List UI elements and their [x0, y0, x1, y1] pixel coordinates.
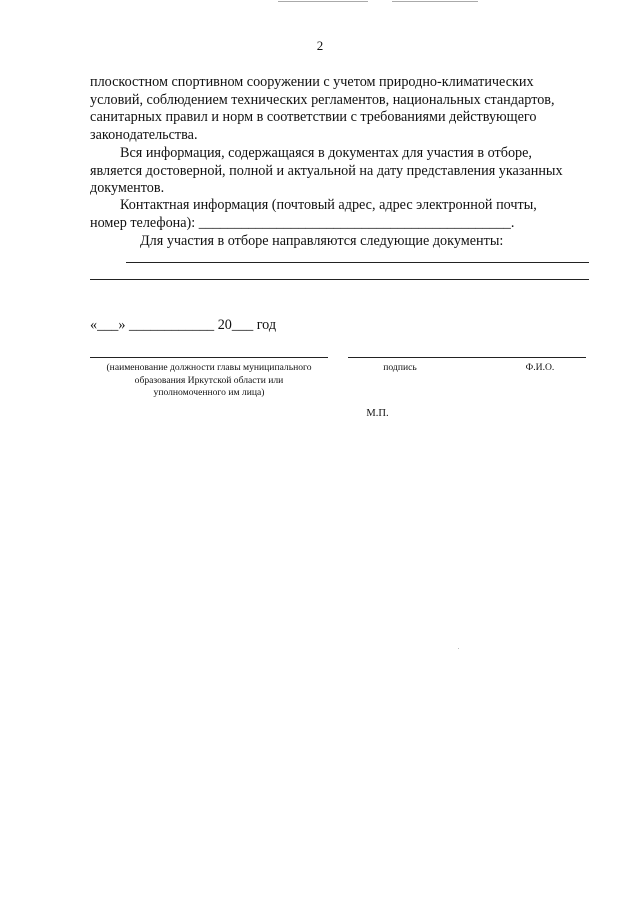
documents-heading: Для участия в отборе направляются следующие документы:	[140, 233, 504, 249]
paragraph-line: законодательства.	[90, 126, 198, 143]
scan-mark-top-2	[392, 1, 478, 2]
stamp-label: М.П.	[366, 408, 389, 419]
paragraph-accuracy	[90, 145, 598, 198]
paragraph-line: Вся информация, содержащаяся в документах для участия в отборе,	[120, 145, 532, 161]
paragraph-line: санитарных правил и норм в соответствии с требованиями действующего	[90, 109, 537, 126]
contact-line-2: номер телефона): ____________________________________________.	[90, 214, 515, 231]
paragraph-contact	[90, 197, 598, 232]
documents-fill-line-2	[90, 279, 589, 280]
page-number: 2	[316, 38, 324, 53]
date-line: «___» ____________ 20___ год	[90, 317, 277, 333]
paragraph-line: условий, соблюдением технических регламентов, национальных стандартов,	[90, 91, 555, 108]
sign-caption: подпись	[383, 362, 417, 373]
contact-line-1: Контактная информация (почтовый адрес, адрес электронной почты,	[120, 197, 537, 213]
documents-fill-line-1	[126, 262, 589, 263]
paragraph-continuation	[90, 74, 598, 144]
position-caption: (наименование должности главы муниципального образования Иркутской области или уполномоченного им лица)	[106, 362, 312, 398]
paragraph-line: документов.	[90, 180, 165, 197]
scan-mark-top-1	[278, 1, 368, 2]
name-caption: Ф.И.О.	[525, 362, 555, 373]
position-signature-line	[90, 357, 328, 358]
paragraph-line: является достоверной, полной и актуальной на дату представления указанных	[90, 162, 563, 179]
name-signature-line	[348, 357, 586, 358]
scan-speck	[458, 648, 459, 649]
paragraph-line: плоскостном спортивном сооружении с учетом природно-климатических	[90, 74, 534, 90]
